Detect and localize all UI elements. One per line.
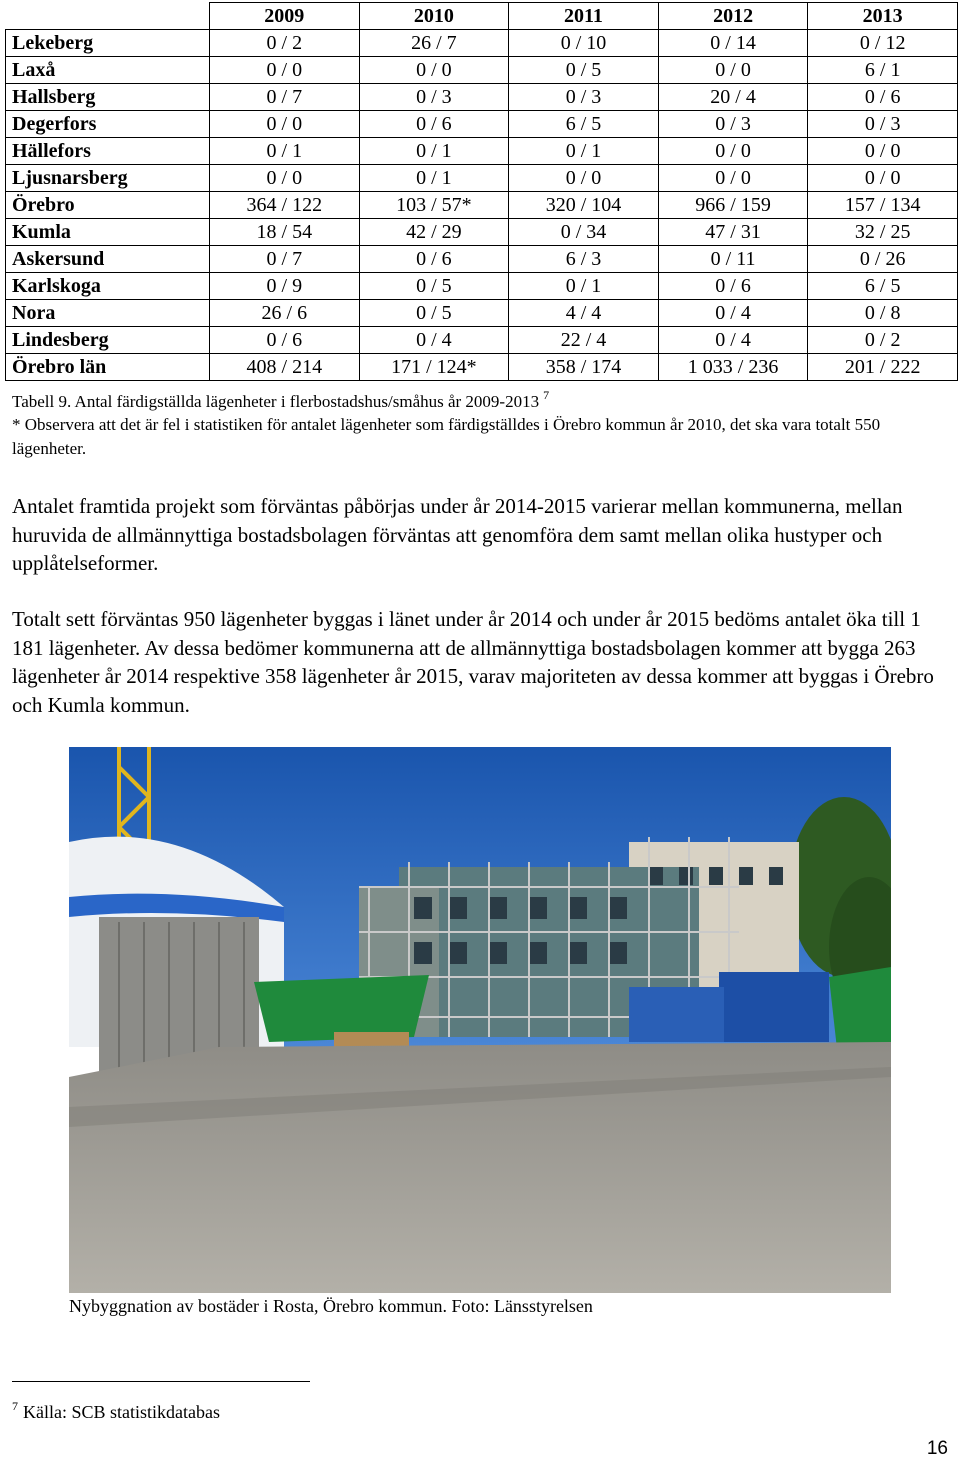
value-cell: 0 / 0 bbox=[808, 138, 958, 165]
table-row bbox=[6, 57, 958, 84]
value-cell: 0 / 4 bbox=[658, 327, 808, 354]
value-cell: 0 / 9 bbox=[210, 273, 360, 300]
value-cell: 0 / 26 bbox=[808, 246, 958, 273]
paragraph-future-projects: Antalet framtida projekt som förväntas påbörjas under år 2014-2015 varierar mellan kommunerna, mellan huruvida de allmännyttiga bostadsbolagen förväntas att genomföra dem samt mellan olika hustyper och upplåtelseformer. bbox=[12, 494, 903, 575]
value-cell: 6 / 5 bbox=[509, 111, 659, 138]
table-row bbox=[6, 111, 958, 138]
value-cell: 0 / 1 bbox=[210, 138, 360, 165]
value-cell: 0 / 0 bbox=[658, 57, 808, 84]
value-cell: 0 / 0 bbox=[359, 57, 509, 84]
value-cell: 0 / 0 bbox=[210, 57, 360, 84]
footnote-reference: 7 bbox=[543, 388, 550, 402]
table-row bbox=[6, 327, 958, 354]
paragraph-forecast: Totalt sett förväntas 950 lägenheter byggas i länet under år 2014 och under år 2015 bedöms antalet öka till 1 181 lägenheter. Av dessa bedömer kommunerna att de allmännyttiga bostadsbolagen kommer att bygga 263 lägenheter år 2014 respektive 358 lägenheter år 2015, varav majoriteten av dessa kommer att byggas i Örebro och Kumla kommun. bbox=[12, 607, 934, 717]
table-header-row bbox=[6, 3, 958, 30]
value-cell: 0 / 1 bbox=[509, 273, 659, 300]
housing-statistics-table bbox=[5, 2, 958, 381]
value-cell: 103 / 57* bbox=[359, 192, 509, 219]
footnote-divider bbox=[12, 1381, 310, 1382]
value-cell: 157 / 134 bbox=[808, 192, 958, 219]
value-cell: 0 / 14 bbox=[658, 30, 808, 57]
value-cell: 0 / 12 bbox=[808, 30, 958, 57]
page-number: 16 bbox=[926, 1438, 948, 1459]
statistics-correction-note: * Observera att det är fel i statistiken för antalet lägenheter som färdigställdes i Örebro kommun år 2010, det ska vara totalt 550 lägenheter. bbox=[12, 415, 881, 458]
value-cell: 966 / 159 bbox=[658, 192, 808, 219]
value-cell: 6 / 1 bbox=[808, 57, 958, 84]
value-cell: 0 / 3 bbox=[359, 84, 509, 111]
value-cell: 26 / 7 bbox=[359, 30, 509, 57]
year-header: 2013 bbox=[808, 3, 958, 30]
value-cell: 0 / 8 bbox=[808, 300, 958, 327]
value-cell: 0 / 7 bbox=[210, 84, 360, 111]
value-cell: 364 / 122 bbox=[210, 192, 360, 219]
value-cell: 0 / 3 bbox=[509, 84, 659, 111]
value-cell: 0 / 5 bbox=[509, 57, 659, 84]
municipality-cell: Lekeberg bbox=[6, 30, 210, 57]
footnote bbox=[12, 1393, 220, 1425]
table-row bbox=[6, 138, 958, 165]
value-cell: 0 / 0 bbox=[658, 165, 808, 192]
municipality-cell: Lindesberg bbox=[6, 327, 210, 354]
value-cell: 42 / 29 bbox=[359, 219, 509, 246]
value-cell: 0 / 0 bbox=[658, 138, 808, 165]
table-caption-text: Tabell 9. Antal färdigställda lägenheter i flerbostadshus/småhus år 2009-2013 bbox=[12, 392, 540, 411]
municipality-cell: Nora bbox=[6, 300, 210, 327]
table-row bbox=[6, 354, 958, 381]
value-cell: 0 / 6 bbox=[808, 84, 958, 111]
value-cell: 47 / 31 bbox=[658, 219, 808, 246]
value-cell: 26 / 6 bbox=[210, 300, 360, 327]
value-cell: 0 / 6 bbox=[359, 111, 509, 138]
municipality-cell: Degerfors bbox=[6, 111, 210, 138]
value-cell: 0 / 1 bbox=[359, 138, 509, 165]
value-cell: 0 / 3 bbox=[658, 111, 808, 138]
value-cell: 171 / 124* bbox=[359, 354, 509, 381]
value-cell: 320 / 104 bbox=[509, 192, 659, 219]
year-header: 2009 bbox=[210, 3, 360, 30]
photo-caption: Nybyggnation av bostäder i Rosta, Örebro kommun. Foto: Länsstyrelsen bbox=[69, 1296, 593, 1316]
value-cell: 358 / 174 bbox=[509, 354, 659, 381]
value-cell: 0 / 2 bbox=[808, 327, 958, 354]
value-cell: 1 033 / 236 bbox=[658, 354, 808, 381]
value-cell: 6 / 5 bbox=[808, 273, 958, 300]
value-cell: 32 / 25 bbox=[808, 219, 958, 246]
year-header: 2011 bbox=[509, 3, 659, 30]
municipality-cell: Laxå bbox=[6, 57, 210, 84]
municipality-cell: Ljusnarsberg bbox=[6, 165, 210, 192]
value-cell: 408 / 214 bbox=[210, 354, 360, 381]
value-cell: 0 / 7 bbox=[210, 246, 360, 273]
value-cell: 4 / 4 bbox=[509, 300, 659, 327]
table-body bbox=[6, 30, 958, 381]
municipality-cell: Karlskoga bbox=[6, 273, 210, 300]
value-cell: 0 / 11 bbox=[658, 246, 808, 273]
value-cell: 201 / 222 bbox=[808, 354, 958, 381]
municipality-cell: Kumla bbox=[6, 219, 210, 246]
table-row bbox=[6, 84, 958, 111]
municipality-cell: Hällefors bbox=[6, 138, 210, 165]
table-row bbox=[6, 192, 958, 219]
value-cell: 6 / 3 bbox=[509, 246, 659, 273]
table-row bbox=[6, 30, 958, 57]
table-caption bbox=[12, 384, 549, 413]
value-cell: 0 / 5 bbox=[359, 273, 509, 300]
year-header: 2010 bbox=[359, 3, 509, 30]
value-cell: 0 / 0 bbox=[509, 165, 659, 192]
value-cell: 18 / 54 bbox=[210, 219, 360, 246]
municipality-cell: Örebro län bbox=[6, 354, 210, 381]
value-cell: 0 / 6 bbox=[359, 246, 509, 273]
footnote-number: 7 bbox=[12, 1399, 18, 1413]
value-cell: 0 / 34 bbox=[509, 219, 659, 246]
table-row bbox=[6, 273, 958, 300]
value-cell: 0 / 1 bbox=[509, 138, 659, 165]
table-row bbox=[6, 219, 958, 246]
municipality-cell: Örebro bbox=[6, 192, 210, 219]
table-row bbox=[6, 165, 958, 192]
value-cell: 0 / 0 bbox=[210, 111, 360, 138]
value-cell: 0 / 6 bbox=[210, 327, 360, 354]
value-cell: 0 / 0 bbox=[210, 165, 360, 192]
construction-site-photo bbox=[69, 747, 891, 1293]
value-cell: 0 / 3 bbox=[808, 111, 958, 138]
year-header: 2012 bbox=[658, 3, 808, 30]
municipality-cell: Askersund bbox=[6, 246, 210, 273]
value-cell: 0 / 5 bbox=[359, 300, 509, 327]
value-cell: 22 / 4 bbox=[509, 327, 659, 354]
table-header-empty bbox=[6, 3, 210, 30]
footnote-text: Källa: SCB statistikdatabas bbox=[23, 1402, 220, 1422]
value-cell: 0 / 0 bbox=[808, 165, 958, 192]
value-cell: 0 / 2 bbox=[210, 30, 360, 57]
value-cell: 0 / 4 bbox=[658, 300, 808, 327]
value-cell: 0 / 10 bbox=[509, 30, 659, 57]
value-cell: 0 / 1 bbox=[359, 165, 509, 192]
table-row bbox=[6, 300, 958, 327]
municipality-cell: Hallsberg bbox=[6, 84, 210, 111]
value-cell: 20 / 4 bbox=[658, 84, 808, 111]
table-row bbox=[6, 246, 958, 273]
value-cell: 0 / 4 bbox=[359, 327, 509, 354]
value-cell: 0 / 6 bbox=[658, 273, 808, 300]
